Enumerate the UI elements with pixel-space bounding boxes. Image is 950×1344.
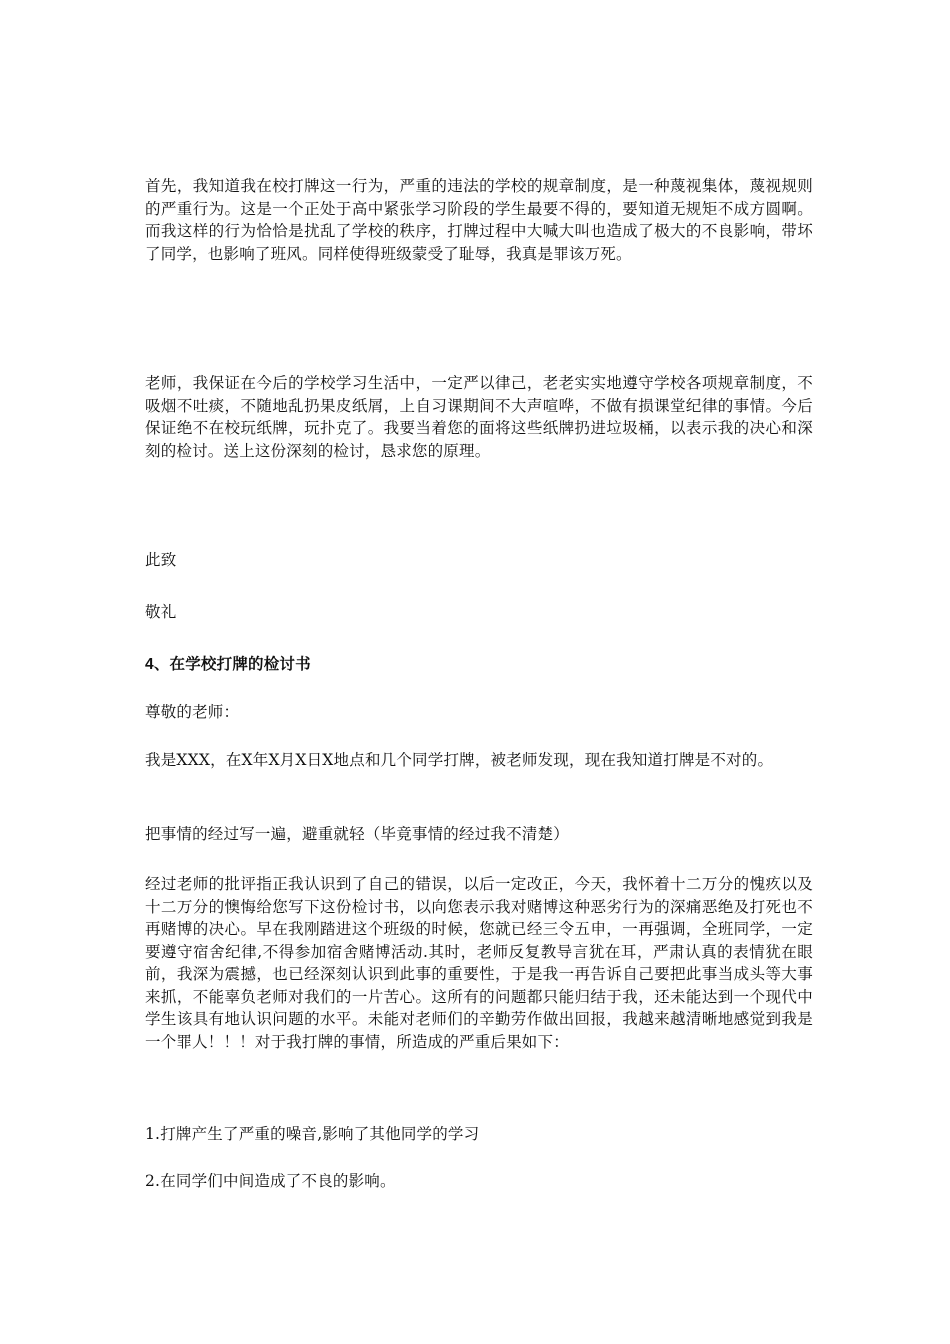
paragraph-confession: 首先，我知道我在校打牌这一行为，严重的违法的学校的规章制度，是一种蔑视集体，蔑视规则的严重行为。这是一个正处于高中紧张学习阶段的学生最要不得的，要知道无规矩不成方圆啊。而我这样的行为恰恰是扰乱了学校的秩序，打牌过程中大喊大叫也造成了极大的不良影响，带坏了同学，也影响了班风。同样使得班级蒙受了耻辱，我真是罪该万死。	[145, 177, 813, 263]
section-number: 4、	[145, 656, 170, 673]
closing-cizhi: 此致	[145, 551, 177, 569]
paragraph-self-intro: 我是XXX，在X年X月X日X地点和几个同学打牌，被老师发现，现在我知道打牌是不对的。	[145, 751, 774, 769]
paragraph-account: 把事情的经过写一遍，避重就轻（毕竟事情的经过我不清楚）	[145, 825, 569, 843]
section-heading	[145, 653, 813, 677]
salutation: 尊敬的老师：	[145, 703, 240, 721]
section-title: 在学校打牌的检讨书	[169, 654, 311, 673]
list-item-consequence-2: 2.在同学们中间造成了不良的影响。	[145, 1172, 396, 1190]
paragraph-promise: 老师，我保证在今后的学校学习生活中，一定严以律己，老老实实地遵守学校各项规章制度，不吸烟不吐痰，不随地乱扔果皮纸屑，上自习课期间不大声喧哗，不做有损课堂纪律的事情。今后保证绝不在校玩纸牌，玩扑克了。我要当着您的面将这些纸牌扔进垃圾桶，以表示我的决心和深刻的检讨。送上这份深刻的检讨，恳求您的原理。	[145, 374, 813, 460]
paragraph-reflection: 经过老师的批评指正我认识到了自己的错误，以后一定改正，今天，我怀着十二万分的愧疚以及十二万分的懊悔给您写下这份检讨书，以向您表示我对赌博这种恶劣行为的深痛恶绝及打死也不再赌博的决心。早在我刚踏进这个班级的时候，您就已经三令五申，一再强调，全班同学，一定要遵守宿舍纪律,不得参加宿舍赌博活动.其时，老师反复教导言犹在耳，严肃认真的表情犹在眼前，我深为震撼，也已经深刻认识到此事的重要性，于是我一再告诉自己要把此事当成头等大事来抓，不能辜负老师对我们的一片苦心。这所有的问题都只能归结于我，还未能达到一个现代中学生该具有地认识问题的水平。未能对老师们的辛勤劳作做出回报，我越来越清晰地感觉到我是一个罪人！！！对于我打牌的事情，所造成的严重后果如下：	[145, 875, 813, 1051]
list-item-consequence-1: 1.打牌产生了严重的噪音,影响了其他同学的学习	[145, 1125, 480, 1143]
closing-jingli: 敬礼	[145, 603, 177, 621]
